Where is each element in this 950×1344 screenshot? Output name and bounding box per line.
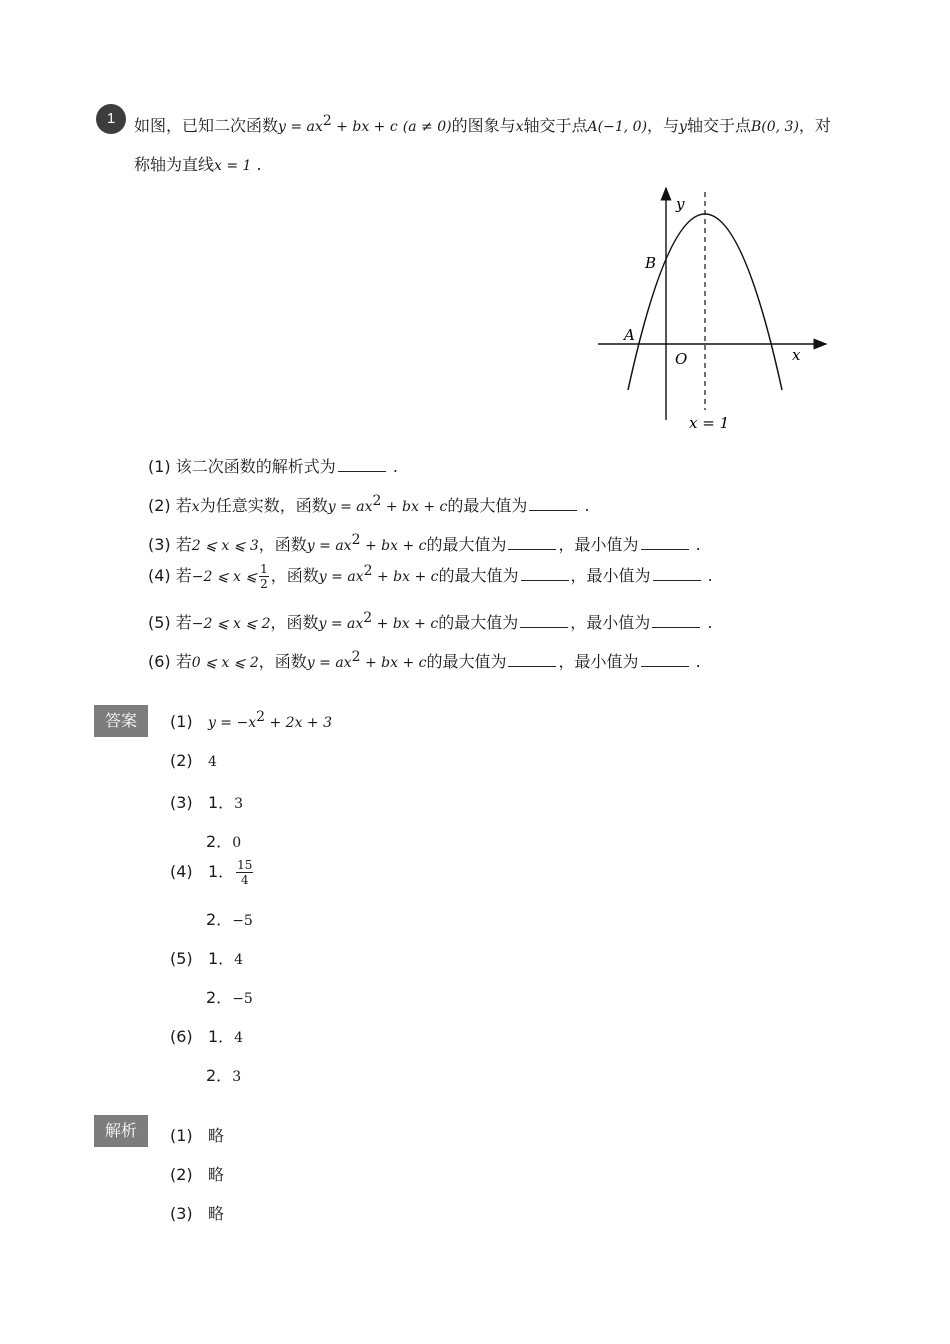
answer-4 bbox=[170, 858, 255, 887]
sub-number: (4) bbox=[148, 566, 171, 585]
answer-blank[interactable] bbox=[520, 613, 568, 628]
label-symmetry-axis: x = 1 bbox=[689, 414, 730, 432]
sub-func-tail: + bx + c bbox=[372, 616, 439, 632]
stem-text: 的图象与 bbox=[451, 116, 516, 135]
stem-text: ，与 bbox=[647, 116, 680, 135]
fraction-numerator: 15 bbox=[237, 858, 253, 872]
sub-end: . bbox=[707, 613, 713, 632]
sub-text: ，最小值为 bbox=[570, 566, 651, 585]
stem-condition: (a ≠ 0) bbox=[402, 119, 452, 135]
analysis-number: (2) bbox=[170, 1165, 193, 1184]
sub-func-tail: + bx + c bbox=[360, 538, 427, 554]
subquestion-2: (2) 若x为任意实数，函数$y = ax^2$ + bx + c的最大值为 . bbox=[148, 493, 590, 515]
question-stem-line1 bbox=[134, 113, 831, 136]
answer-blank[interactable] bbox=[338, 457, 386, 472]
sub-func-tail: + bx + c bbox=[360, 655, 427, 671]
sub-number: (5) bbox=[148, 613, 171, 632]
stem-text: ，对 bbox=[798, 116, 831, 135]
answer-value: 4 bbox=[207, 754, 217, 770]
sub-range: −2 ⩽ x ⩽ 2 bbox=[191, 616, 271, 632]
answer-blank[interactable] bbox=[653, 566, 701, 581]
stem-func: y = ax bbox=[278, 119, 323, 135]
answer-blank[interactable] bbox=[641, 652, 689, 667]
answer-value: y = −x bbox=[207, 715, 257, 731]
label-x: x bbox=[792, 346, 801, 364]
sub-text: ，函数 bbox=[270, 566, 319, 585]
answer-value-tail: + 2x + 3 bbox=[265, 715, 333, 731]
label-point-b: B bbox=[645, 254, 657, 272]
answer-3-2 bbox=[206, 829, 241, 852]
sub-text: 的最大值为 bbox=[438, 566, 519, 585]
sub-range: −2 ⩽ x ⩽ bbox=[191, 569, 258, 585]
stem-text: 如图，已知二次函数 bbox=[134, 116, 279, 135]
sub-var: x bbox=[191, 499, 200, 515]
sub-text: 若 bbox=[175, 652, 192, 671]
analysis-item bbox=[170, 1162, 224, 1185]
answer-blank-index: 2． bbox=[206, 1066, 233, 1085]
analysis-item bbox=[170, 1201, 224, 1224]
stem-func-tail: + bx + c bbox=[331, 119, 398, 135]
answer-number: (1) bbox=[170, 712, 193, 731]
subquestion-1 bbox=[148, 454, 398, 477]
sub-end: . bbox=[695, 535, 701, 554]
answer-blank[interactable] bbox=[508, 652, 556, 667]
answer-value: 3 bbox=[232, 1069, 242, 1085]
answer-value: −5 bbox=[232, 991, 253, 1007]
subquestion-3: (3) 若2 ⩽ x ⩽ 3，函数$y = ax^2$ + bx + c的最大值为 ，最小值为 . bbox=[148, 532, 701, 554]
sub-number: (1) bbox=[148, 457, 171, 476]
analysis-text: 略 bbox=[207, 1204, 224, 1223]
answer-blank-index: 1． bbox=[207, 862, 235, 881]
parabola-figure bbox=[590, 180, 840, 440]
sub-end: . bbox=[695, 652, 701, 671]
sub-func: y = ax bbox=[318, 616, 364, 632]
answer-blank-index: 1． bbox=[207, 949, 235, 968]
sub-func-tail: + bx + c bbox=[381, 499, 448, 515]
label-origin: O bbox=[675, 350, 688, 368]
answer-value: 3 bbox=[234, 796, 244, 812]
answer-blank[interactable] bbox=[652, 613, 700, 628]
sub-end: . bbox=[392, 457, 398, 476]
subquestion-4: (4) 若−2 ⩽ x ⩽ $\frac{1}{2}$ ，函数$y = ax^2$ + bx + c的最大值为 ，最小值为 . bbox=[148, 562, 713, 591]
analysis-text: 略 bbox=[207, 1126, 224, 1145]
stem-text: 轴交于点 bbox=[523, 116, 588, 135]
stem-text: . bbox=[256, 155, 262, 174]
fraction-denominator: 2 bbox=[260, 577, 268, 591]
fraction bbox=[259, 562, 269, 591]
answer-blank-index: 1． bbox=[207, 793, 235, 812]
stem-point-b: B(0, 3) bbox=[750, 119, 799, 135]
label-point-a: A bbox=[624, 326, 635, 344]
answer-value: −5 bbox=[232, 913, 253, 929]
answer-4-2 bbox=[206, 907, 253, 930]
stem-func-exp: 2 bbox=[322, 113, 332, 129]
sub-text: 的最大值为 bbox=[426, 535, 507, 554]
sub-text: 若 bbox=[175, 496, 192, 515]
stem-axis-eq: x = 1 bbox=[214, 158, 252, 174]
fraction-numerator: 1 bbox=[260, 562, 268, 576]
sub-range: 0 ⩽ x ⩽ 2 bbox=[191, 655, 259, 671]
sub-number: (3) bbox=[148, 535, 171, 554]
answer-value: 4 bbox=[234, 1030, 244, 1046]
sub-text: ，最小值为 bbox=[558, 535, 639, 554]
answer-3 bbox=[170, 790, 243, 813]
answer-5-2 bbox=[206, 985, 253, 1008]
answer-blank-index: 2． bbox=[206, 988, 233, 1007]
answer-number: (5) bbox=[170, 949, 193, 968]
sub-number: (2) bbox=[148, 496, 171, 515]
label-y: y bbox=[676, 195, 685, 213]
answer-number: (6) bbox=[170, 1027, 193, 1046]
analysis-number: (1) bbox=[170, 1126, 193, 1145]
sub-func: y = ax bbox=[327, 499, 373, 515]
answer-5 bbox=[170, 946, 243, 969]
sub-text: 的最大值为 bbox=[447, 496, 528, 515]
stem-point-a: A(−1, 0) bbox=[587, 119, 648, 135]
sub-number: (6) bbox=[148, 652, 171, 671]
fraction bbox=[236, 858, 253, 887]
stem-text: 称轴为直线 bbox=[134, 155, 215, 174]
analysis-tag: 解析 bbox=[94, 1115, 148, 1147]
answer-blank[interactable] bbox=[508, 535, 556, 550]
answer-tag: 答案 bbox=[94, 705, 148, 737]
sub-text: ，函数 bbox=[258, 652, 307, 671]
answer-blank-index: 2． bbox=[206, 910, 233, 929]
answer-6 bbox=[170, 1024, 243, 1047]
answer-blank[interactable] bbox=[641, 535, 689, 550]
question-number-badge: 1 bbox=[96, 104, 126, 134]
question-stem-line2 bbox=[134, 152, 262, 175]
analysis-number: (3) bbox=[170, 1204, 193, 1223]
subquestion-6: (6) 若0 ⩽ x ⩽ 2，函数$y = ax^2$ + bx + c的最大值为 ，最小值为 . bbox=[148, 649, 701, 671]
stem-var: x bbox=[515, 119, 524, 135]
sub-text: ，最小值为 bbox=[570, 613, 651, 632]
answer-blank[interactable] bbox=[529, 496, 577, 511]
sub-end: . bbox=[707, 566, 713, 585]
analysis-item bbox=[170, 1123, 224, 1146]
stem-var: y bbox=[679, 119, 687, 135]
sub-text: 若 bbox=[175, 535, 192, 554]
answer-6-2 bbox=[206, 1063, 241, 1086]
sub-text: 的最大值为 bbox=[426, 652, 507, 671]
sub-func: y = ax bbox=[306, 538, 352, 554]
sub-range: 2 ⩽ x ⩽ 3 bbox=[191, 538, 259, 554]
sub-end: . bbox=[584, 496, 590, 515]
answer-number: (3) bbox=[170, 793, 193, 812]
answer-2 bbox=[170, 751, 217, 770]
answer-blank-index: 2． bbox=[206, 832, 233, 851]
answer-value: 0 bbox=[232, 835, 242, 851]
answer-blank[interactable] bbox=[521, 566, 569, 581]
answer-1: (1) $y = -x^2 + 2x + 3$ bbox=[170, 709, 333, 731]
sub-text: ，最小值为 bbox=[558, 652, 639, 671]
sub-text: 该二次函数的解析式为 bbox=[175, 457, 336, 476]
sub-text: 若 bbox=[175, 613, 192, 632]
answer-number: (4) bbox=[170, 862, 193, 881]
answer-number: (2) bbox=[170, 751, 193, 770]
fraction-denominator: 4 bbox=[240, 873, 249, 887]
sub-text: ，函数 bbox=[270, 613, 319, 632]
sub-func: y = ax bbox=[306, 655, 352, 671]
sub-text: 为任意实数，函数 bbox=[199, 496, 328, 515]
sub-text: ，函数 bbox=[258, 535, 307, 554]
answer-blank-index: 1． bbox=[207, 1027, 235, 1046]
sub-func: y = ax bbox=[318, 569, 364, 585]
sub-text: 的最大值为 bbox=[438, 613, 519, 632]
subquestion-5: (5) 若−2 ⩽ x ⩽ 2，函数$y = ax^2$ + bx + c的最大值为 ，最小值为 . bbox=[148, 610, 713, 632]
analysis-text: 略 bbox=[207, 1165, 224, 1184]
answer-value: 4 bbox=[234, 952, 244, 968]
sub-func-tail: + bx + c bbox=[372, 569, 439, 585]
sub-text: 若 bbox=[175, 566, 192, 585]
stem-text: 轴交于点 bbox=[686, 116, 751, 135]
